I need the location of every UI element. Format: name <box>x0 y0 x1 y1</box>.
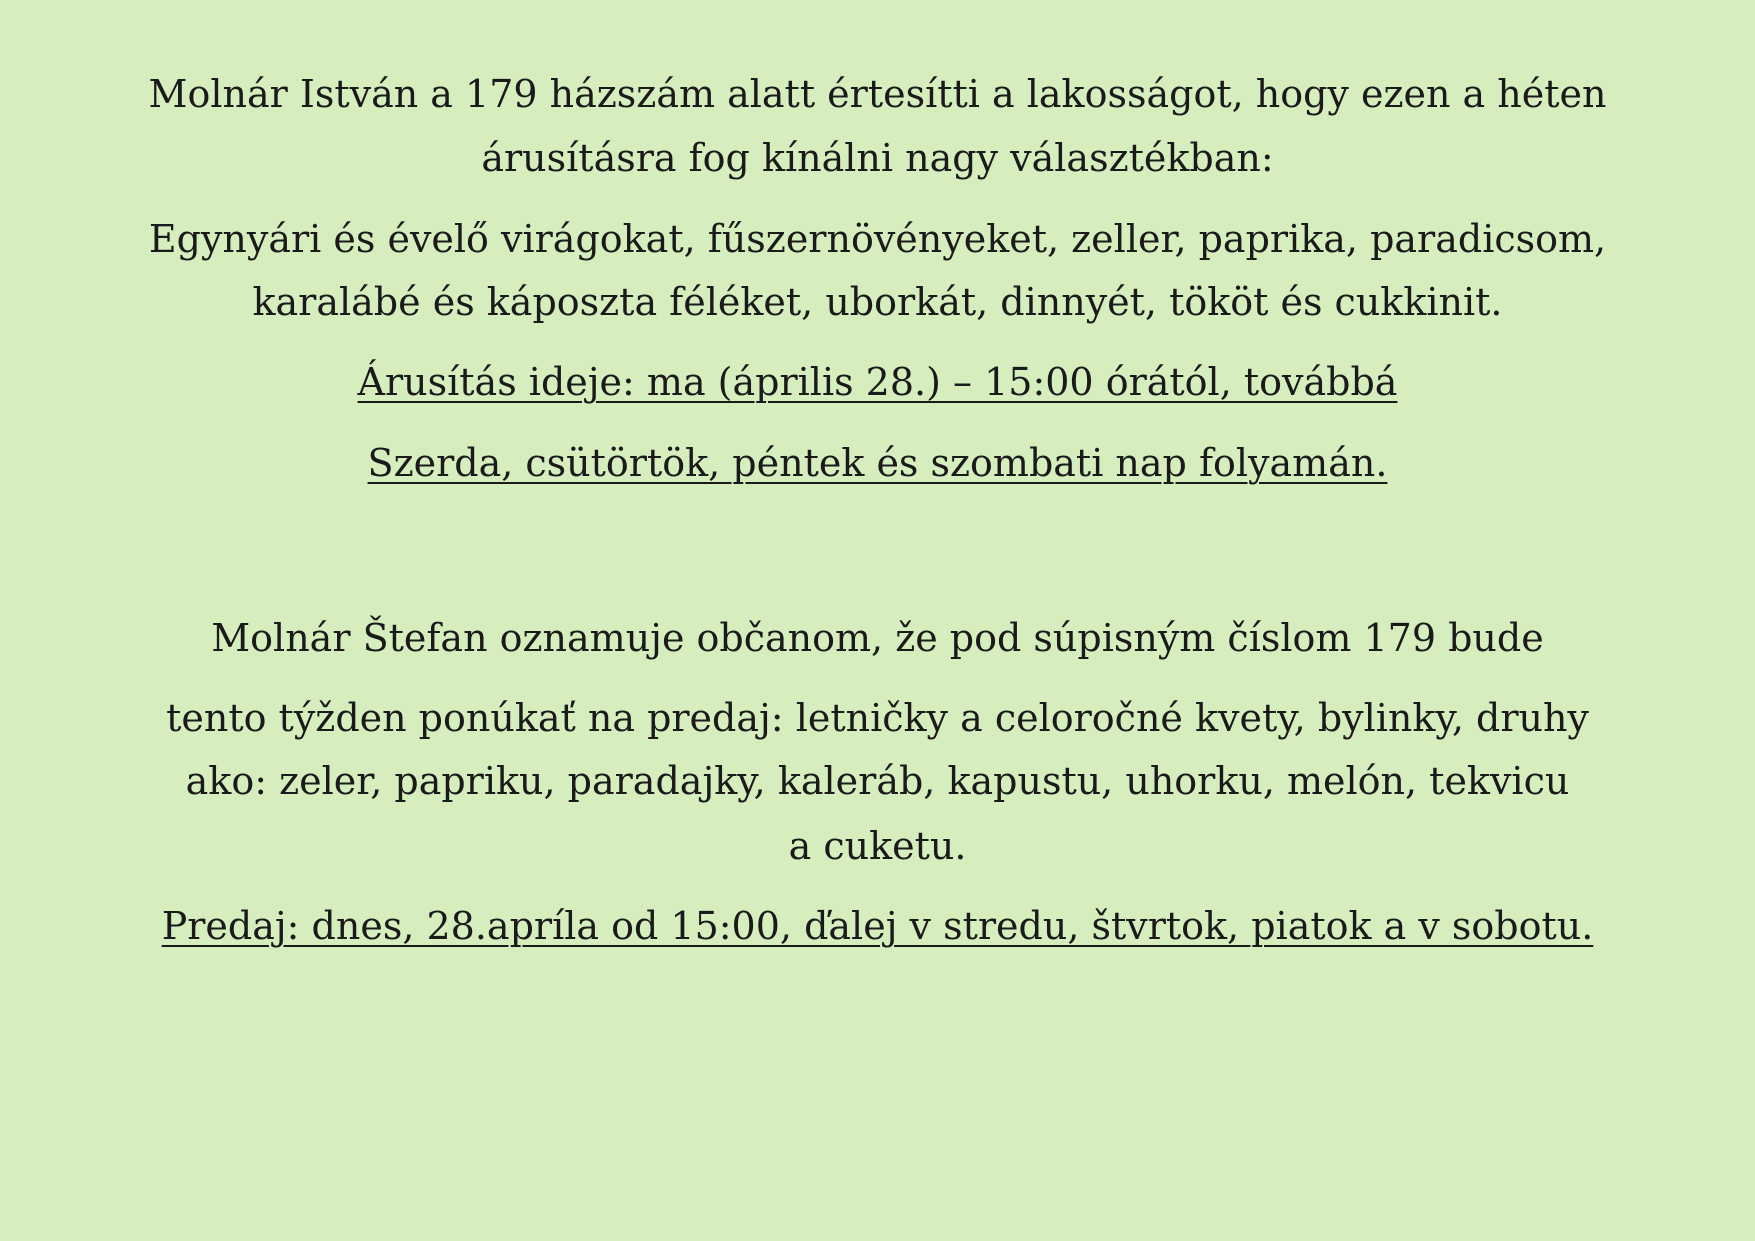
hu-line-4: karalábé és káposzta féléket, uborkát, dinnyét, tököt és cukkinit. <box>252 280 1503 324</box>
sk-line-1: Molnár Štefan oznamuje občanom, že pod súpisným číslom 179 bude <box>211 616 1544 660</box>
hu-line-3: Egynyári és évelő virágokat, fűszernövényeket, zeller, paprika, paradicsom, <box>148 217 1607 261</box>
hu-line-1: Molnár István a 179 házszám alatt értesítti a lakosságot, hogy ezen a héten <box>148 72 1607 116</box>
sk-line-2: tento týžden ponúkať na predaj: letničky a celoročné kvety, bylinky, druhy <box>166 696 1589 740</box>
hu-sale-time-line: Árusítás ideje: ma (április 28.) – 15:00 órától, továbbá <box>357 360 1398 404</box>
hu-sale-days-line: Szerda, csütörtök, péntek és szombati nap folyamán. <box>367 441 1388 485</box>
sk-sale-time-line: Predaj: dnes, 28.apríla od 15:00, ďalej v stredu, štvrtok, piatok a v sobotu. <box>161 904 1594 948</box>
sk-line-3: ako: zeler, papriku, paradajky, kaleráb, kapustu, uhorku, melón, tekvicu <box>185 759 1570 803</box>
hu-line-2: árusításra fog kínálni nagy választékban: <box>481 136 1274 180</box>
sk-line-4: a cuketu. <box>788 824 967 868</box>
